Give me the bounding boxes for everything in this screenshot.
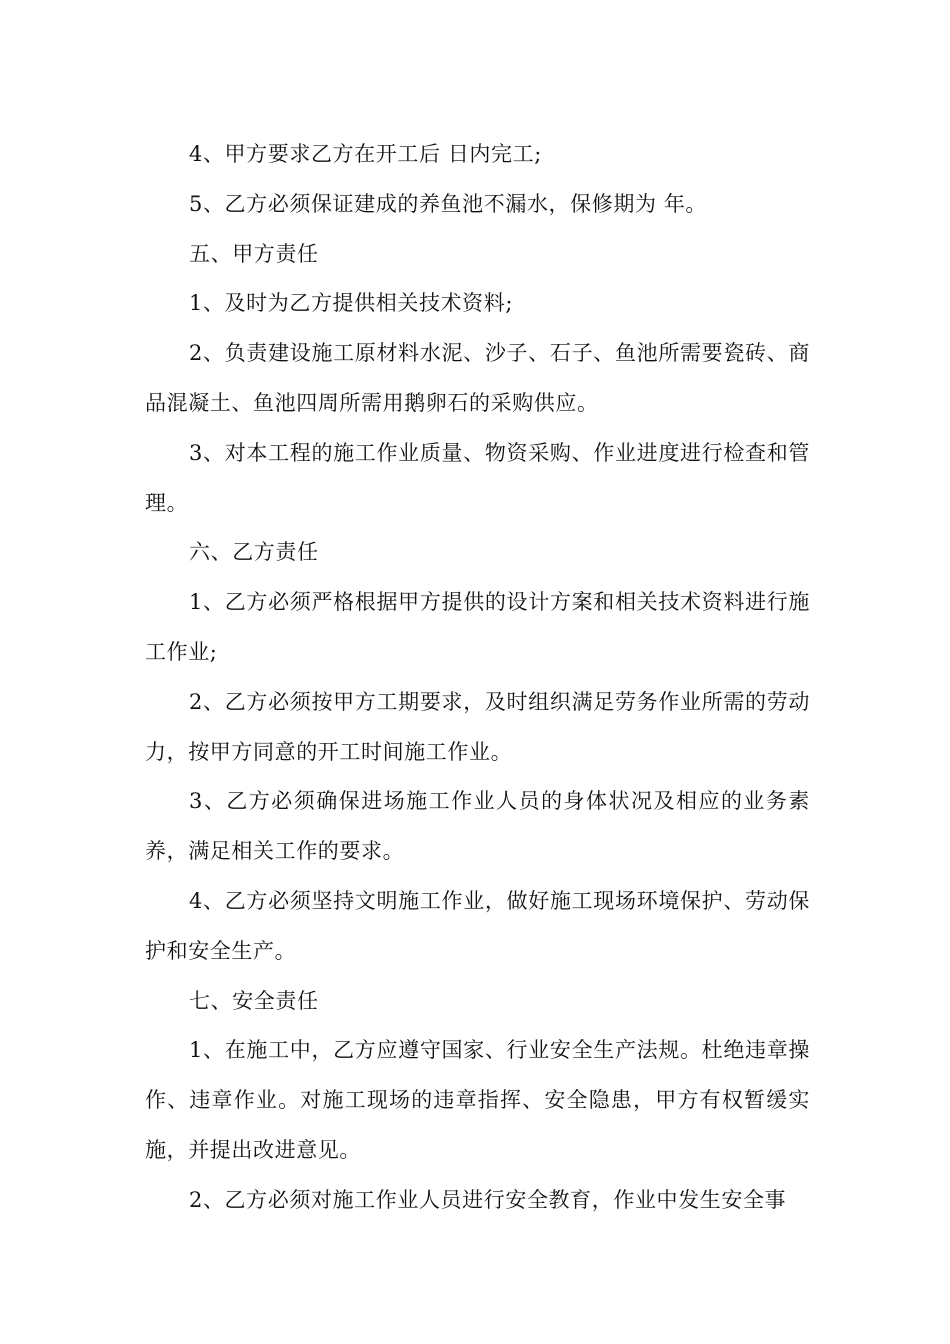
section-heading-party-b-duties: 六、乙方责任 [189,540,319,565]
paragraph-clause-5: 5、乙方必须保证建成的养鱼池不漏水，保修期为 年。 [189,191,708,216]
paragraph-party-b-item-1: 1、乙方必须严格根据甲方提供的设计方案和相关技术资料进行施工作业; [145,590,810,664]
paragraph-party-b-item-4: 4、乙方必须坚持文明施工作业，做好施工现场环境保护、劳动保护和安全生产。 [145,888,810,963]
document-body [145,130,810,1226]
paragraph-party-b-item-2: 2、乙方必须按甲方工期要求，及时组织满足劳务作业所需的劳动力，按甲方同意的开工时间施工作业。 [145,689,810,764]
paragraph-clause-4: 4、甲方要求乙方在开工后 日内完工; [189,142,542,166]
section-heading-party-a-duties: 五、甲方责任 [189,241,319,266]
paragraph-party-a-item-3: 3、对本工程的施工作业质量、物资采购、作业进度进行检查和管理。 [145,440,810,515]
paragraph-party-b-item-3: 3、乙方必须确保进场施工作业人员的身体状况及相应的业务素养，满足相关工作的要求。 [145,789,810,864]
paragraph-party-a-item-2: 2、负责建设施工原材料水泥、沙子、石子、鱼池所需要瓷砖、商品混凝土、鱼池四周所需用鹅卵石的采购供应。 [145,341,810,415]
section-heading-safety-duties: 七、安全责任 [189,988,319,1013]
paragraph-party-a-item-1: 1、及时为乙方提供相关技术资料; [189,291,514,316]
paragraph-safety-item-2: 2、乙方必须对施工作业人员进行安全教育，作业中发生安全事 [189,1187,787,1212]
paragraph-safety-item-1: 1、在施工中，乙方应遵守国家、行业安全生产法规。杜绝违章操作、违章作业。对施工现场的违章指挥、安全隐患，甲方有权暂缓实施，并提出改进意见。 [145,1038,810,1162]
